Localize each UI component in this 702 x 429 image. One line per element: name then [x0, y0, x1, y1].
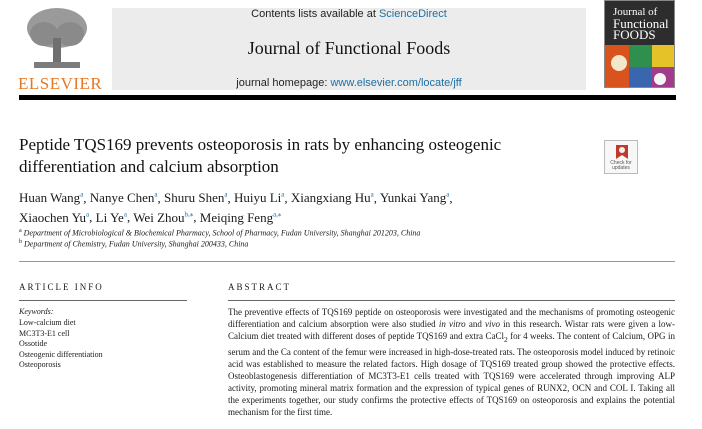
author-name[interactable]: Xiangxiang Hu$^a$	[290, 190, 374, 206]
check-for-updates-button[interactable]	[604, 140, 638, 174]
author-name[interactable]: Huan Wang$^a$	[19, 190, 84, 206]
author-affiliation-marker[interactable]: a,⁎	[273, 210, 282, 219]
journal-banner	[112, 8, 586, 90]
abstract-heading: ABSTRACT	[228, 282, 292, 292]
elsevier-tree-icon	[24, 6, 90, 72]
check-updates-label: Check for updates	[610, 160, 632, 171]
author-name[interactable]: Xiaochen Yu$^a$	[19, 209, 90, 225]
author-affiliation-marker[interactable]: a	[224, 191, 228, 199]
affiliation-a: $^a$ Department of Microbiological & Biochemical Pharmacy, School of Pharmacy, Fudan University, Shanghai 201203, China	[19, 228, 421, 238]
keyword-item: Low-calcium diet	[19, 318, 76, 327]
author-name[interactable]: Meiqing Feng$^{a,⁎}$	[199, 209, 282, 225]
keywords-label: Keywords:	[19, 307, 54, 316]
article-title: Peptide TQS169 prevents osteoporosis in rats by enhancing osteogenic differentiation and calcium absorption	[19, 135, 502, 176]
journal-cover[interactable]	[604, 0, 675, 88]
section-divider	[19, 261, 675, 262]
author-name[interactable]: Yunkai Yang$^a$	[379, 190, 450, 206]
keyword-item: Osteoporosis	[19, 360, 61, 370]
cover-title: Journal of Functional FOODS	[613, 6, 669, 42]
keyword-item: Osteogenic differentiation	[19, 349, 103, 359]
keyword-item: MC3T3-E1 cell	[19, 328, 70, 338]
author-name[interactable]: Shuru Shen$^a$	[164, 190, 228, 206]
author-line-1: Huan Wang$^a$, Nanye Chen$^a$, Shuru Shen$^a$, Huiyu Li$^a$, Xiangxiang Hu$^a$, Yunkai Yang$^a$,	[19, 190, 453, 206]
journal-homepage: journal homepage: www.elsevier.com/locate/jff	[236, 77, 462, 89]
elsevier-logo-text: ELSEVIER	[18, 74, 103, 93]
author-affiliation-marker[interactable]: a	[86, 210, 90, 219]
author-line-2: Xiaochen Yu$^a$, Li Ye$^a$, Wei Zhou$^{b,⁎}$, Meiqing Feng$^{a,⁎}$	[19, 209, 282, 225]
affiliation-b: $^b$ Department of Chemistry, Fudan University, Shanghai 200433, China	[19, 239, 249, 249]
check-updates-icon	[615, 144, 629, 160]
author-list	[19, 187, 579, 226]
contents-line: Contents lists available at ScienceDirect	[251, 8, 447, 20]
abstract-text: The preventive effects of TQS169 peptide on osteoporosis were investigated and the mechanisms of promoting osteogenic differentiation and calcium absorption were also studied in vitro and vivo in this research. Wistar rats were given a low-Calcium diet treated with different doses of peptide TQS169 and extra CaCl$_2$ for 4 weeks. The content of Calcium, OPG in serum and the Ca content of the femur were increased in high-dose-treated rats. The osteoporosis model induced by retinoic acid was established to measure the related factors. High dosage of TQS169 treated group showed the protective effects. Osteoblastogenesis differentiation of MC3T3-E1 cells treated with TQS169 were accelerated through improving ALP activity, promoting mineral matrix formation and the expression of typical genes of RUNX2, OCN and COL I. Taking all the experiments together, our study confirms the protective effects of TQS169 on osteoporosis and explains the potential mechanism for the first time.	[228, 307, 676, 417]
journal-name: Journal of Functional Foods	[247, 38, 451, 58]
author-affiliation-marker[interactable]: a	[446, 191, 450, 199]
keyword-list	[19, 318, 103, 371]
author-name[interactable]: Nanye Chen$^a$	[89, 190, 158, 206]
author-affiliation-marker[interactable]: a	[281, 191, 285, 199]
author-affiliation-marker[interactable]: a	[80, 191, 84, 199]
author-name[interactable]: Wei Zhou$^{b,⁎}$	[133, 209, 194, 225]
author-affiliation-marker[interactable]: b,⁎	[184, 210, 194, 219]
header-divider	[19, 95, 676, 100]
homepage-link[interactable]: www.elsevier.com/locate/jff	[330, 77, 462, 89]
author-affiliation-marker[interactable]: a	[370, 191, 374, 199]
author-name[interactable]: Huiyu Li$^a$	[233, 190, 285, 206]
author-affiliation-marker[interactable]: a	[154, 191, 158, 199]
author-name[interactable]: Li Ye$^a$	[95, 209, 127, 225]
article-info-heading: ARTICLE INFO	[19, 282, 104, 292]
keyword-item: Ossotide	[19, 339, 47, 349]
author-affiliation-marker[interactable]: a	[123, 210, 127, 219]
elsevier-logo[interactable]	[18, 6, 103, 93]
article-info-rule	[19, 300, 187, 301]
abstract-rule	[228, 300, 675, 301]
sciencedirect-link[interactable]: ScienceDirect	[378, 8, 447, 20]
